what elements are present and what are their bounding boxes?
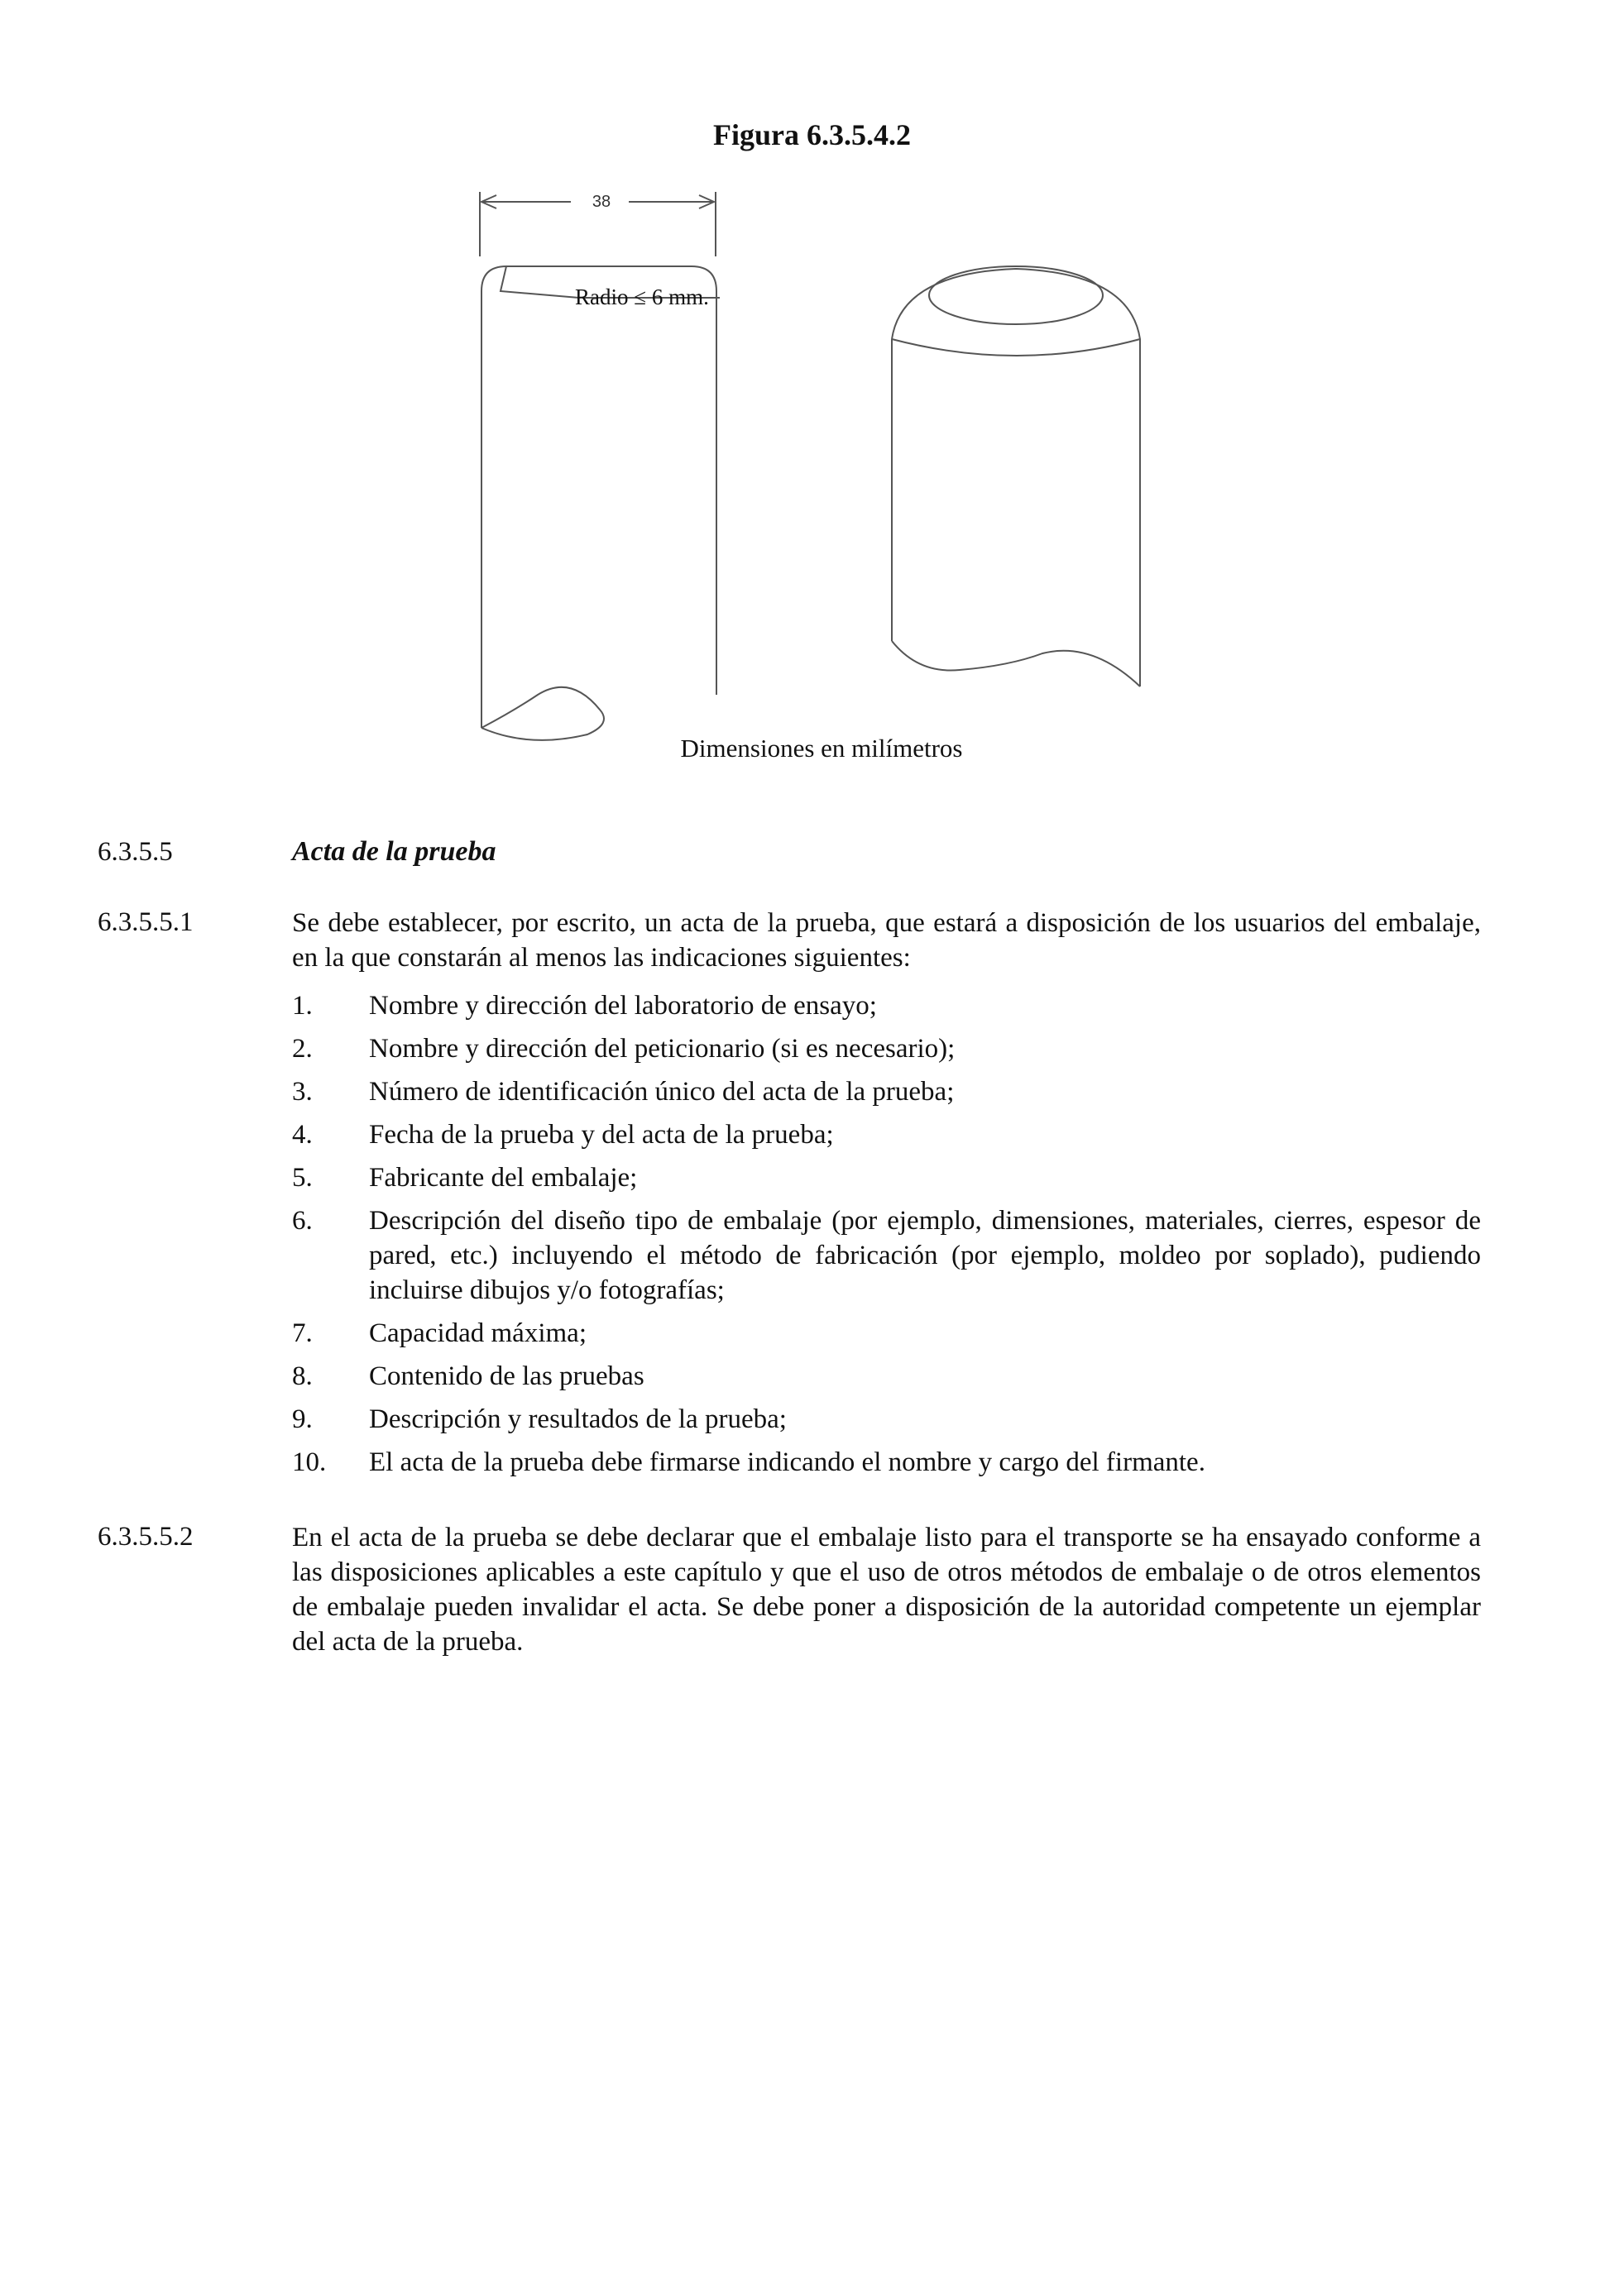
list-item	[292, 1402, 1481, 1437]
cylinder-diagram	[472, 186, 1142, 794]
list-item-number: 7.	[292, 1318, 313, 1348]
right-cylinder-top-ellipse	[929, 266, 1103, 324]
indications-list	[292, 988, 1481, 1488]
list-item-text: Fecha de la prueba y del acta de la prueba;	[369, 1120, 834, 1150]
section-number: 6.3.5.5	[98, 837, 173, 867]
list-item	[292, 1445, 1481, 1480]
radius-leader-line	[501, 266, 579, 298]
list-item-number: 2.	[292, 1034, 313, 1064]
list-item-number: 10.	[292, 1447, 327, 1477]
list-item-number: 3.	[292, 1077, 313, 1107]
list-item	[292, 988, 1481, 1023]
list-item-text: Nombre y dirección del laboratorio de ensayo;	[369, 991, 877, 1021]
list-item-number: 1.	[292, 991, 313, 1021]
list-item	[292, 1117, 1481, 1152]
list-item	[292, 1074, 1481, 1109]
dimension-label: 38	[592, 193, 611, 211]
paragraph-number-2: 6.3.5.5.2	[98, 1522, 194, 1552]
right-cylinder-wavy-bottom	[892, 641, 1140, 686]
list-item	[292, 1031, 1481, 1066]
right-cylinder-shoulder	[892, 269, 1140, 356]
list-item-text: Contenido de las pruebas	[369, 1361, 644, 1391]
list-item-text: Descripción y resultados de la prueba;	[369, 1404, 787, 1434]
list-item-number: 9.	[292, 1404, 313, 1434]
section-title: Acta de la prueba	[292, 836, 496, 867]
radius-label: Radio ≤ 6 mm.	[575, 285, 709, 309]
figure-title: Figura 6.3.5.4.2	[713, 118, 911, 151]
left-cylinder-outline	[481, 266, 716, 728]
list-item-number: 8.	[292, 1361, 313, 1391]
list-item-text: Descripción del diseño tipo de embalaje (por ejemplo, dimensiones, materiales, cierres, espesor de pared, etc.) incluyendo el método de fabricación (por ejemplo, moldeo por soplado), pudiendo incluirse dibujos y/o fotografías;	[369, 1206, 1481, 1305]
list-item-text: Nombre y dirección del peticionario (si es necesario);	[369, 1034, 956, 1064]
list-item-number: 5.	[292, 1163, 313, 1193]
paragraph-1: Se debe establecer, por escrito, un acta de la prueba, que estará a disposición de los usuarios del embalaje, en la que constarán al menos las indicaciones siguientes:	[292, 908, 1481, 973]
list-item-text: Capacidad máxima;	[369, 1318, 587, 1348]
paragraph-number-1: 6.3.5.5.1	[98, 907, 194, 937]
list-item-text: El acta de la prueba debe firmarse indicando el nombre y cargo del firmante.	[369, 1447, 1205, 1477]
list-item-number: 6.	[292, 1206, 313, 1236]
paragraph-2: En el acta de la prueba se debe declarar que el embalaje listo para el transporte se ha ensayado conforme a las disposiciones aplicables a este capítulo y que el uso de otros métodos de embalaje o de otros elementos de embalaje pueden invalidar el acta. Se debe poner a disposición de la autoridad competente un ejemplar del acta de la prueba.	[292, 1523, 1481, 1657]
list-item	[292, 1316, 1481, 1351]
list-item-text: Número de identificación único del acta de la prueba;	[369, 1077, 955, 1107]
list-item	[292, 1160, 1481, 1195]
figure-caption: Dimensiones en milímetros	[680, 734, 963, 763]
list-item	[292, 1359, 1481, 1394]
list-item-number: 4.	[292, 1120, 313, 1150]
list-item	[292, 1203, 1481, 1308]
left-cylinder-wavy-bottom	[481, 687, 604, 740]
list-item-text: Fabricante del embalaje;	[369, 1163, 638, 1193]
